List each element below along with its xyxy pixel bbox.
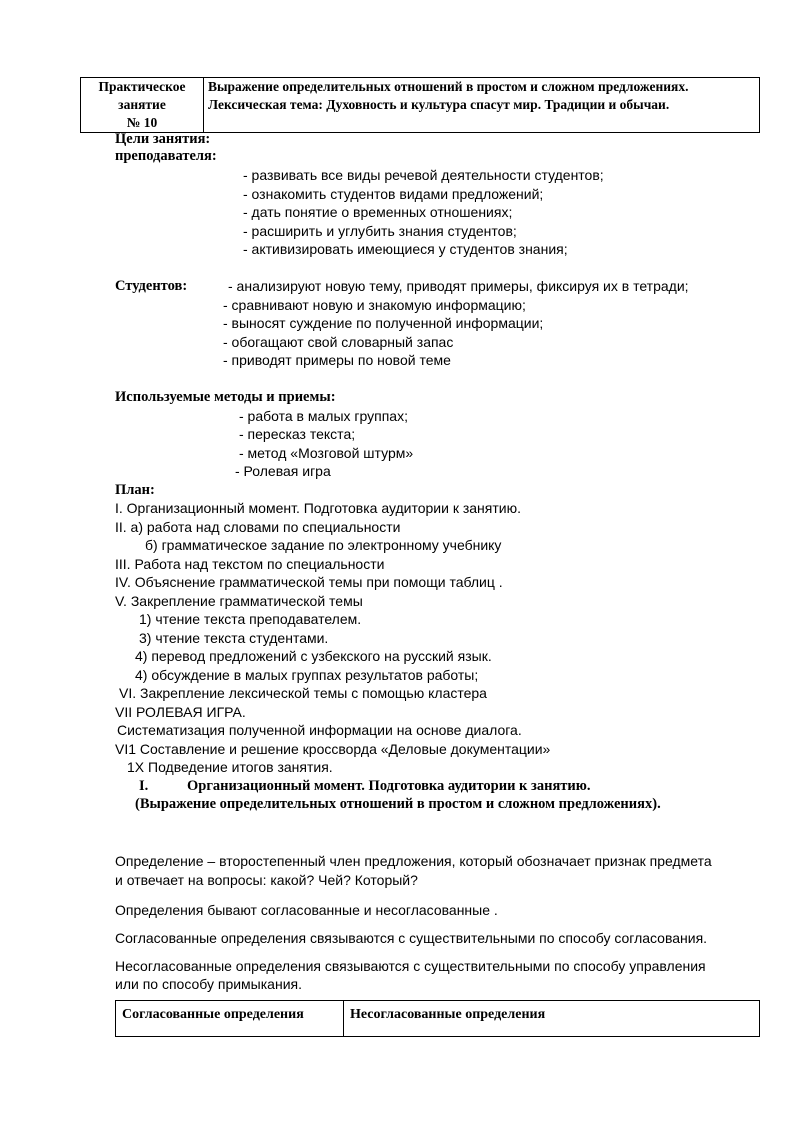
section-title: Организационный момент. Подготовка аудитории к занятию. (187, 778, 591, 794)
method-item-2: - пересказ текста; (239, 426, 356, 442)
lesson-label-line-2: занятие (118, 97, 166, 112)
plan-line-9: 4) перевод предложений с узбекского на русский язык. (135, 648, 492, 664)
student-goal-1: - анализируют новую тему, приводят примеры, фиксируя их в тетради; (228, 278, 689, 294)
plan-title: План: (115, 482, 155, 498)
plan-line-6: V. Закрепление грамматической темы (115, 593, 363, 609)
plan-line-13: Систематизация полученной информации на основе диалога. (117, 722, 522, 738)
lesson-header-table (80, 77, 760, 133)
definition-paragraph-line-1: Определение – второстепенный член предложения, который обозначает признак предмета (115, 853, 712, 869)
teacher-goal-4: - расширить и углубить знания студентов; (243, 223, 517, 239)
agreed-paragraph: Согласованные определения связываются с существительными по способу согласования. (115, 930, 708, 946)
student-goal-3: - выносят суждение по полученной информации; (223, 315, 544, 331)
non-agreed-paragraph-line-2: или по способу примыкания. (115, 976, 302, 992)
plan-line-2: II. а) работа над словами по специальности (115, 519, 401, 535)
teacher-goal-1: - развивать все виды речевой деятельности студентов; (243, 167, 604, 183)
agreed-definitions-header: Согласованные определения (116, 1001, 344, 1037)
method-item-3: - метод «Мозговой штурм» (239, 445, 414, 461)
lesson-label-line-1: Практическое (98, 79, 186, 94)
student-goal-2: - сравнивают новую и знакомую информацию; (223, 297, 526, 313)
lesson-label-line-3: № 10 (126, 115, 158, 130)
lesson-number-cell (81, 78, 204, 133)
plan-line-4: III. Работа над текстом по специальности (115, 556, 385, 572)
plan-line-5: IV. Объяснение грамматической темы при помощи таблиц . (115, 574, 503, 590)
goals-teacher-title: преподавателя: (115, 148, 217, 164)
types-paragraph: Определения бывают согласованные и несогласованные . (115, 902, 498, 918)
lesson-topic-line-1: Выражение определительных отношений в простом и сложном предложениях. (208, 79, 689, 94)
section-number: I. (139, 778, 149, 794)
definition-paragraph-line-2: и отвечает на вопросы: какой? Чей? Который? (115, 872, 418, 888)
plan-line-12: VII РОЛЕВАЯ ИГРА. (115, 704, 246, 720)
method-item-4: - Ролевая игра (235, 463, 331, 479)
teacher-goal-2: - ознакомить студентов видами предложений; (243, 186, 544, 202)
non-agreed-paragraph-line-1: Несогласованные определения связываются с существительными по способу управления (115, 958, 706, 974)
lesson-topic-line-2: Лексическая тема: Духовность и культура спасут мир. Традиции и обычаи. (208, 97, 670, 112)
plan-line-15: 1Х Подведение итогов занятия. (127, 759, 333, 775)
section-subtitle: (Выражение определительных отношений в простом и сложном предложениях). (135, 796, 661, 812)
method-item-1: - работа в малых группах; (239, 408, 408, 424)
plan-line-7: 1) чтение текста преподавателем. (139, 611, 362, 627)
definitions-table (115, 1000, 760, 1037)
methods-title: Используемые методы и приемы: (115, 389, 336, 405)
student-goal-4: - обогащают свой словарный запас (223, 334, 454, 350)
plan-line-10: 4) обсуждение в малых группах результатов работы; (135, 667, 479, 683)
teacher-goal-3: - дать понятие о временных отношениях; (243, 204, 513, 220)
student-goal-5: - приводят примеры по новой теме (223, 352, 451, 368)
teacher-goal-5: - активизировать имеющиеся у студентов знания; (243, 241, 568, 257)
goals-title: Цели занятия: (115, 131, 211, 147)
lesson-topic-cell (204, 78, 760, 133)
non-agreed-definitions-header: Несогласованные определения (344, 1001, 760, 1037)
plan-line-11: VI. Закрепление лексической темы с помощью кластера (119, 685, 487, 701)
students-label: Студентов: (115, 278, 188, 294)
plan-line-3: б) грамматическое задание по электронному учебнику (145, 537, 502, 553)
plan-line-1: I. Организационный момент. Подготовка аудитории к занятию. (115, 500, 521, 516)
plan-line-8: 3) чтение текста студентами. (139, 630, 329, 646)
plan-line-14: VI1 Составление и решение кроссворда «Деловые документации» (115, 741, 551, 757)
